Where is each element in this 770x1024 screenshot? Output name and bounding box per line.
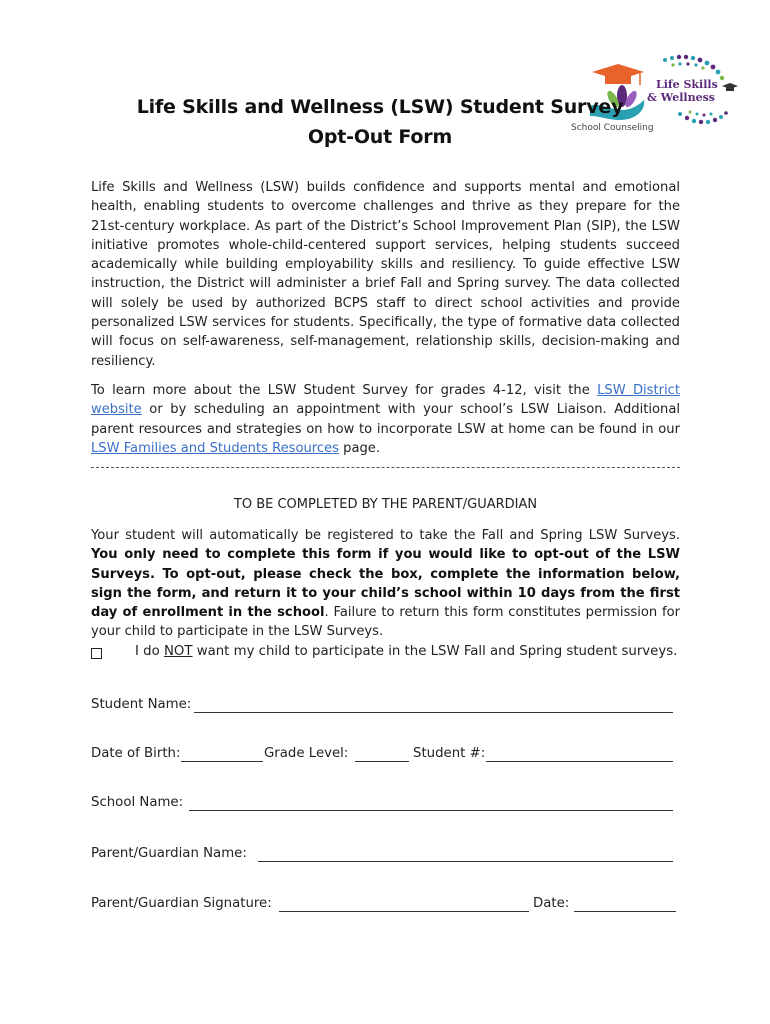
parent-signature-field[interactable] [279,911,529,912]
opt-out-checkbox[interactable] [91,648,102,659]
parent-name-field[interactable] [258,861,673,862]
grade-level-label: Grade Level: [264,746,349,761]
date-label: Date: [533,896,570,911]
checkbox-text-not: NOT [163,644,193,659]
date-field[interactable] [574,911,676,912]
graduation-cap-icon [592,64,644,85]
parent-name-row [91,846,680,866]
parent-signature-label: Parent/Guardian Signature: [91,896,272,911]
instructions-paragraph [91,526,680,642]
page-title: Life Skills and Wellness (LSW) Student Survey [136,96,624,118]
logo-text-line1: Life Skills [656,78,718,91]
lsw-families-resources-link[interactable]: LSW Families and Students Resources [91,440,339,456]
instructions-text-b: . Failure to return this form constitutes permission for your child to participate in the LSW Surveys. [91,605,680,640]
student-name-field[interactable] [194,712,673,713]
logo-caption: School Counseling [571,123,654,133]
intro-paragraph: Life Skills and Wellness (LSW) builds confidence and supports mental and emotional health, enabling students to overcome challenges and thrive as they prepare for the 21st-century workplace. As part of the District’s School Improvement Plan (SIP), the LSW initiative promotes whole-child-centered support services, helping students succeed academically while building employability skills and resiliency. To guide effective LSW instruction, the District will administer a brief Fall and Spring survey. The data collected will solely be used by authorized BCPS staff to direct school activities and provide personalized LSW services for students. Specifically, the type of formative data collected will focus on self-awareness, self-management, relationship skills, decision-making and resiliency. [91,180,680,369]
page-subtitle: Opt-Out Form [307,126,453,148]
student-number-label: Student #: [413,746,486,761]
instructions-text-a: Your student will automatically be registered to take the Fall and Spring LSW Surveys. [91,528,680,543]
grade-level-field[interactable] [355,761,409,762]
signature-row [91,896,680,916]
resources-paragraph [91,381,680,458]
lsw-district-website-link[interactable]: LSW District website [91,383,680,418]
school-name-label: School Name: [91,795,184,810]
logo-text-line2: & Wellness [647,91,715,104]
checkbox-text-b: want my child to participate in the LSW Fall and Spring student surveys. [192,644,678,659]
student-name-row [91,697,680,717]
parent-name-label: Parent/Guardian Name: [91,846,247,861]
birth-grade-row [91,746,680,766]
checkbox-text-a: I do [135,644,164,659]
school-name-row [91,795,680,815]
resources-text-c: page. [338,440,380,456]
date-of-birth-label: Date of Birth: [91,746,181,761]
small-cap-icon [722,83,738,91]
resources-text-a: To learn more about the LSW Student Survey for grades 4-12, visit the [91,383,598,398]
school-name-field[interactable] [189,810,673,811]
dashed-divider [91,467,680,468]
opt-out-checkbox-label [135,644,677,659]
resources-text-b: or by scheduling an appointment with your school’s LSW Liaison. Additional parent resources and strategies on how to incorporate LSW at home can be found in our [91,402,680,437]
student-name-label: Student Name: [91,697,192,712]
section-heading: TO BE COMPLETED BY THE PARENT/GUARDIAN [233,497,538,512]
date-of-birth-field[interactable] [181,761,263,762]
instructions-bold: You only need to complete this form if you would like to opt-out of the LSW Surveys. To opt-out, please check the box, complete the information below, sign the form, and return it to your child’s school within 10 days from the first day of enrollment in the school [91,547,680,621]
student-number-field[interactable] [486,761,673,762]
